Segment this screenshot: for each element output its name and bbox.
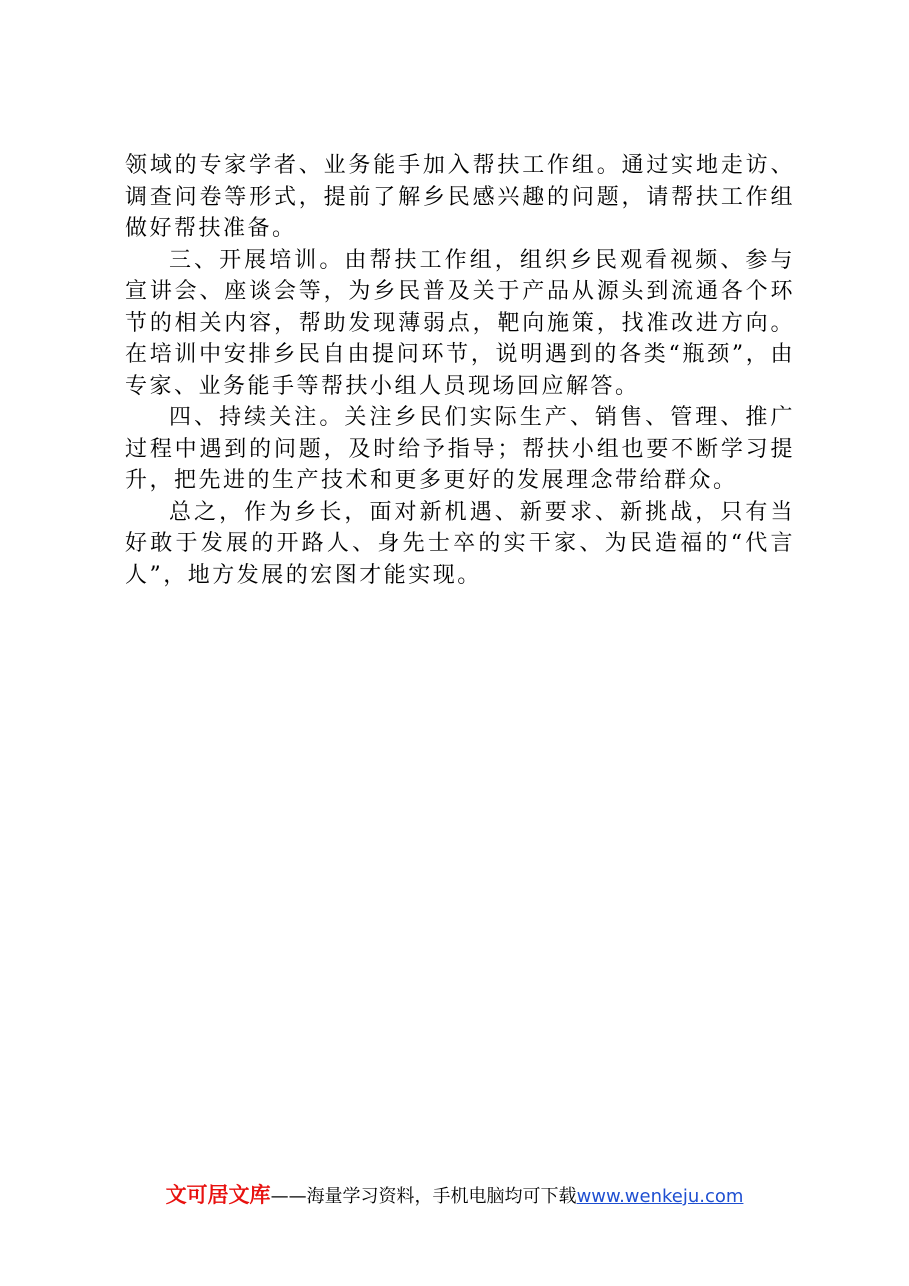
footer-tagline: ——海量学习资料，手机电脑均可下载 (270, 1186, 577, 1207)
document-body (125, 150, 795, 591)
paragraph-conclusion: 总之，作为乡长，面对新机遇、新要求、新挑战，只有当好敢于发展的开路人、身先士卒的实干家、为民造福的“代言人”，地方发展的宏图才能实现。 (125, 499, 795, 588)
paragraph-continuous-attention: 四、持续关注。关注乡民们实际生产、销售、管理、推广过程中遇到的问题，及时给予指导；帮扶小组也要不断学习提升，把先进的生产技术和更多更好的发展理念带给群众。 (125, 405, 795, 493)
footer-banner (0, 1180, 909, 1212)
paragraph-continuation: 领域的专家学者、业务能手加入帮扶工作组。通过实地走访、调查问卷等形式，提前了解乡民感兴趣的问题，请帮扶工作组做好帮扶准备。 (125, 153, 795, 241)
paragraph-training: 三、开展培训。由帮扶工作组，组织乡民观看视频、参与宣讲会、座谈会等，为乡民普及关于产品从源头到流通各个环节的相关内容，帮助发现薄弱点，靶向施策，找准改进方向。在培训中安排乡民自由提问环节，说明遇到的各类“瓶颈”，由专家、业务能手等帮扶小组人员现场回应解答。 (125, 247, 795, 399)
footer-website-link[interactable]: www.wenkeju.com (576, 1186, 744, 1207)
footer-brand: 文可居文库 (165, 1183, 271, 1207)
